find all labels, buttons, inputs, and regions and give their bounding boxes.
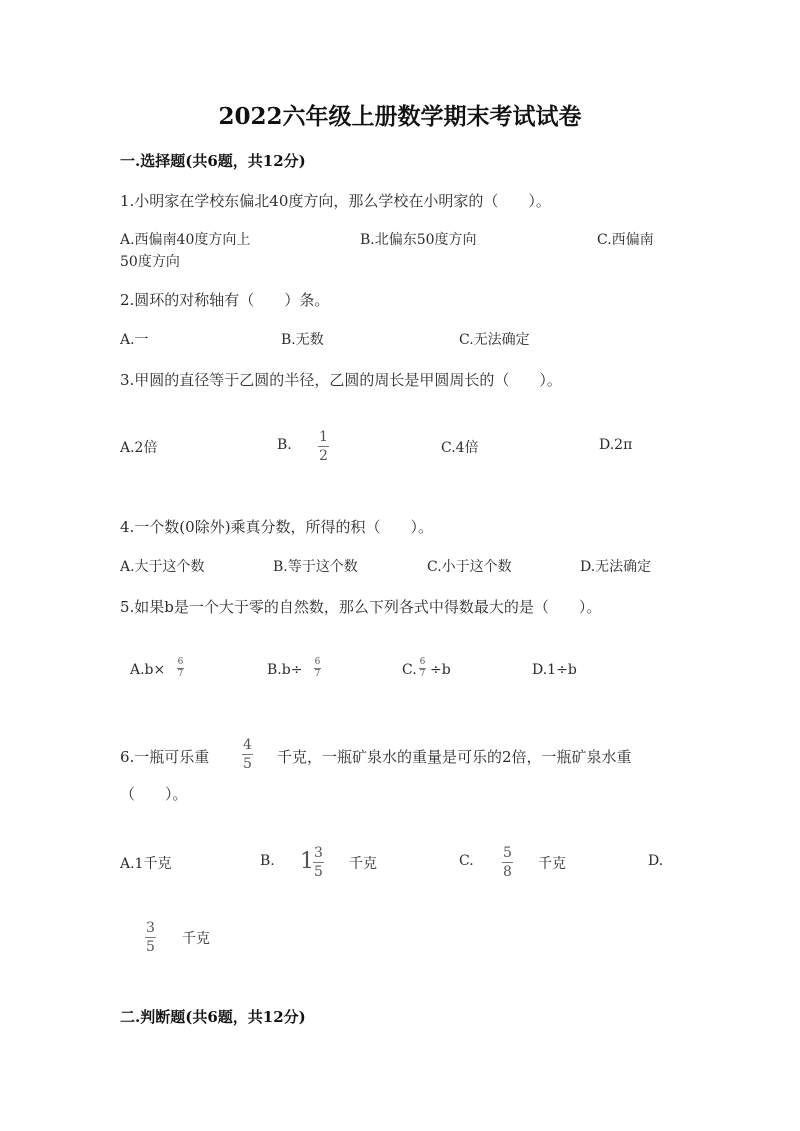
question-3-stem: 3.甲圆的直径等于乙圆的半径，乙圆的周长是甲圆周长的（ ）。 (120, 371, 562, 389)
question-5-option-a-fraction (177, 658, 184, 679)
question-6-stem-fraction (242, 738, 253, 771)
question-4-option-a: A.大于这个数 (120, 559, 205, 575)
question-1-option-c: C.西偏南 (597, 232, 654, 248)
question-5-option-c: C. (402, 662, 417, 678)
fraction-numerator: 3 (146, 920, 155, 936)
fraction-numerator: 6 (419, 657, 426, 667)
question-6-option-d-unit: 千克 (182, 931, 210, 947)
question-4-option-d: D.无法确定 (580, 559, 652, 575)
question-1-option-b: B.北偏东50度方向 (360, 232, 477, 248)
question-2-option-a: A.一 (120, 332, 149, 348)
question-6-option-d: D. (648, 853, 664, 869)
fraction-bar (313, 862, 324, 863)
question-6-option-b-whole: 1 (300, 849, 314, 874)
fraction-numerator: 1 (319, 429, 328, 445)
fraction-denominator: 7 (419, 669, 426, 679)
question-3-option-a: A.2倍 (120, 440, 158, 456)
fraction-numerator: 6 (177, 657, 184, 667)
fraction-denominator: 8 (503, 864, 512, 880)
question-6-option-c-unit: 千克 (538, 856, 566, 872)
question-5-option-b: B.b÷ (267, 662, 303, 678)
page-title: 2022六年级上册数学期末考试试卷 (218, 103, 582, 130)
question-6-option-b-fraction (313, 846, 324, 879)
question-6-stem-suffix: 千克，一瓶矿泉水的重量是可乐的2倍，一瓶矿泉水重 (277, 748, 632, 766)
fraction-numerator: 3 (314, 845, 323, 861)
fraction-numerator: 4 (243, 737, 252, 753)
question-6-option-d-fraction (145, 921, 156, 954)
question-4-stem: 4.一个数(0除外)乘真分数，所得的积（ ）。 (120, 518, 434, 536)
fraction-bar (145, 937, 156, 938)
question-2-option-b: B.无数 (281, 332, 324, 348)
question-1-option-a: A.西偏南40度方向上 (120, 232, 251, 248)
question-5-option-c-suffix: ÷b (430, 662, 451, 678)
fraction-bar (502, 862, 513, 863)
fraction-denominator: 2 (319, 448, 328, 464)
question-5-option-a: A.b× (130, 662, 166, 678)
question-4-option-b: B.等于这个数 (273, 559, 358, 575)
section-heading-choice: 一.选择题(共6题，共12分) (120, 152, 306, 170)
question-5-option-c-fraction (419, 658, 426, 679)
question-3-option-c: C.4倍 (441, 440, 479, 456)
question-6-option-a: A.1千克 (120, 856, 172, 872)
question-3-option-b: B. (277, 437, 292, 453)
section-heading-judgment: 二.判断题(共6题，共12分) (120, 1008, 306, 1026)
question-3-option-b-fraction (318, 430, 329, 463)
fraction-denominator: 5 (314, 864, 323, 880)
question-3-option-d: D.2π (599, 437, 633, 453)
question-4-option-c: C.小于这个数 (427, 559, 512, 575)
question-5-option-d: D.1÷b (532, 662, 577, 678)
fraction-numerator: 5 (503, 845, 512, 861)
question-2-option-c: C.无法确定 (459, 332, 530, 348)
question-1-option-c-continued: 50度方向 (120, 254, 180, 270)
question-6-option-c-fraction (502, 846, 513, 879)
question-5-option-b-fraction (314, 658, 321, 679)
question-6-option-c: C. (459, 853, 474, 869)
fraction-denominator: 5 (146, 939, 155, 955)
question-6-option-b: B. (260, 853, 275, 869)
question-1-stem: 1.小明家在学校东偏北40度方向，那么学校在小明家的（ ）。 (120, 192, 551, 210)
fraction-bar (242, 754, 253, 755)
question-6-option-b-unit: 千克 (349, 856, 377, 872)
question-5-stem: 5.如果b是一个大于零的自然数，那么下列各式中得数最大的是（ ）。 (120, 598, 602, 616)
fraction-numerator: 6 (314, 657, 321, 667)
fraction-denominator: 7 (314, 669, 321, 679)
fraction-denominator: 7 (177, 669, 184, 679)
fraction-denominator: 5 (243, 756, 252, 772)
question-6-stem-prefix: 6.一瓶可乐重 (120, 748, 210, 766)
question-6-stem-continued: （ ）。 (120, 785, 188, 803)
question-2-stem: 2.圆环的对称轴有（ ）条。 (120, 291, 330, 309)
fraction-bar (318, 446, 329, 447)
